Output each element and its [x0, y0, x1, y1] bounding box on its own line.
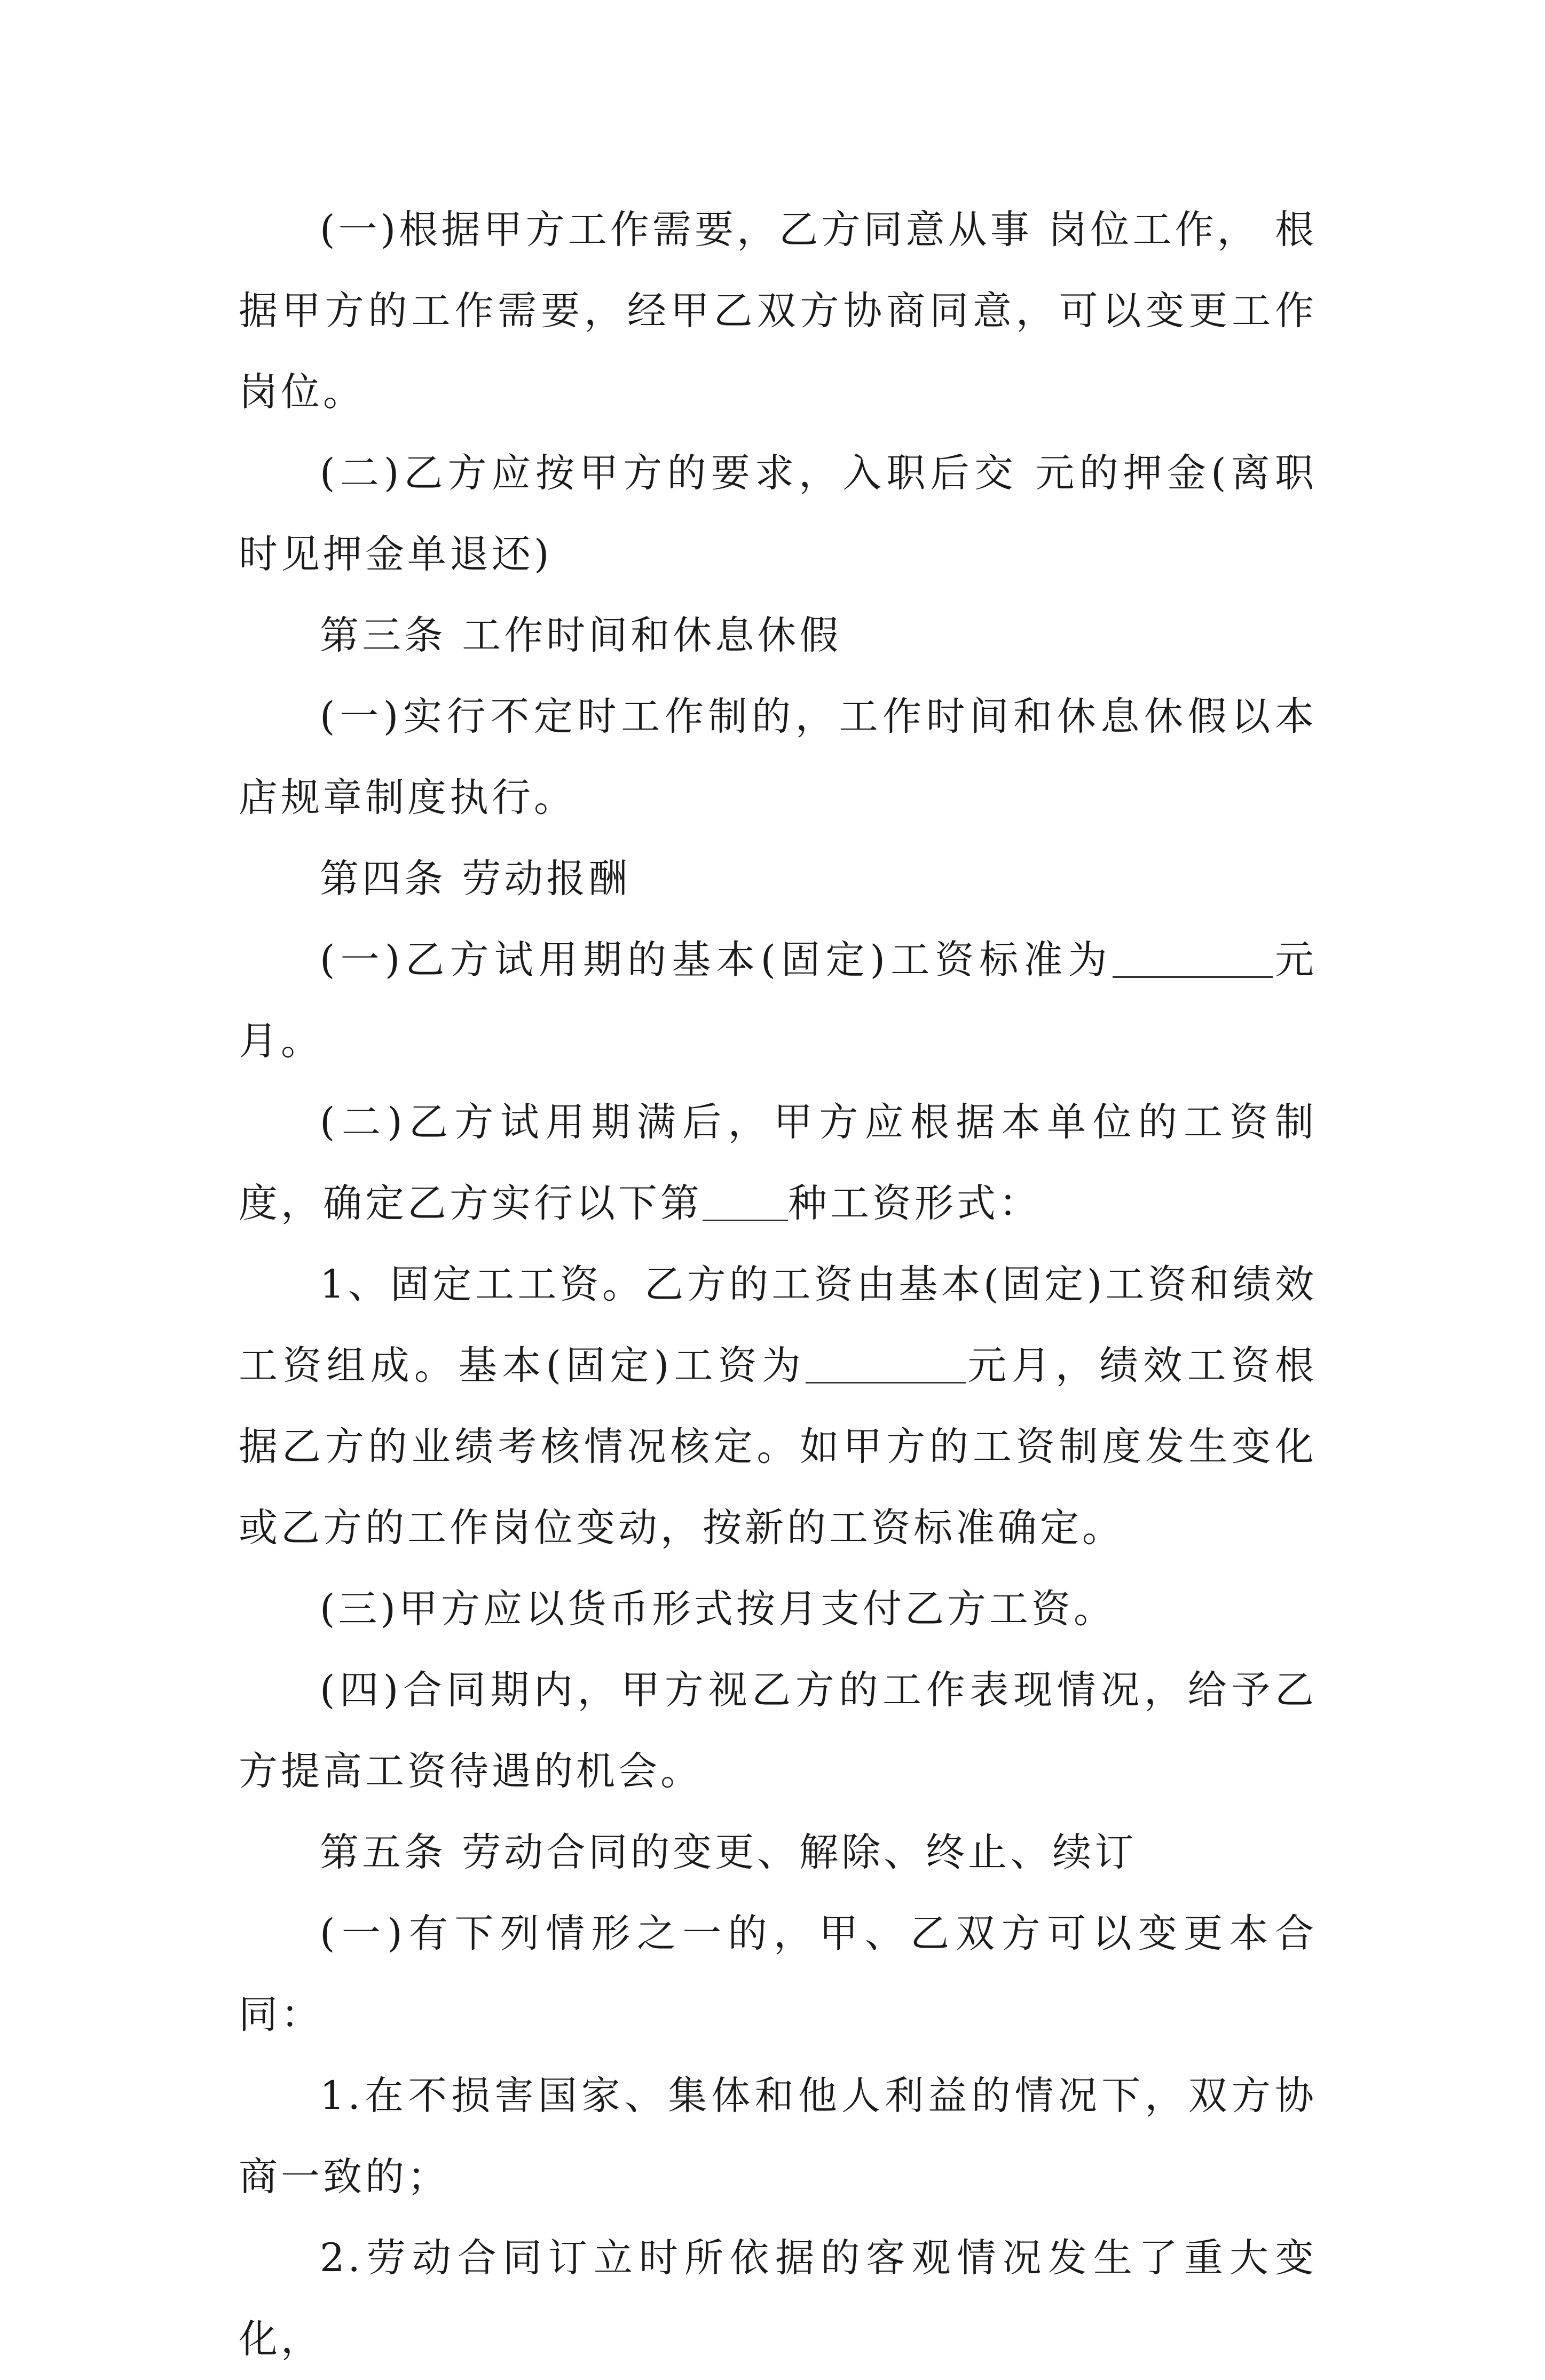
paragraph-fixed-salary	[239, 1244, 1317, 1569]
article-4-heading	[239, 839, 1317, 920]
paragraph-text: 元月。	[239, 937, 1318, 1064]
paragraph-job-position	[239, 189, 1317, 433]
fill-in-blank[interactable]	[1113, 937, 1273, 978]
article-3-heading	[239, 595, 1317, 676]
paragraph-probation-salary	[239, 920, 1317, 1082]
heading-text: 第三条 工作时间和休息休假	[320, 613, 842, 658]
paragraph-text: (二)乙方应按甲方的要求，入职后交 元的押金(离职时见押金单退还)	[239, 450, 1317, 577]
heading-text: 第五条 劳动合同的变更、解除、终止、续订	[320, 1830, 1137, 1875]
fill-in-blank[interactable]	[806, 1343, 966, 1383]
paragraph-text: (四)合同期内，甲方视乙方的工作表现情况，给予乙方提高工资待遇的机会。	[239, 1667, 1317, 1794]
paragraph-text: (二)乙方试用期满后，甲方应根据本单位的工资制度，确定乙方实行以下第	[239, 1100, 1317, 1226]
paragraph-text: (一)有下列情形之一的，甲、乙双方可以变更本合同：	[239, 1911, 1317, 2037]
fill-in-blank[interactable]	[703, 1181, 788, 1221]
document-body	[239, 189, 1317, 2380]
paragraph-contract-change	[239, 1893, 1317, 2055]
paragraph-text: (一)乙方试用期的基本(固定)工资标准为	[320, 937, 1113, 983]
paragraph-deposit	[239, 433, 1317, 595]
paragraph-salary-form	[239, 1082, 1317, 1244]
paragraph-monthly-payment	[239, 1569, 1317, 1650]
paragraph-salary-raise	[239, 1650, 1317, 1812]
paragraph-text: 1.在不损害国家、集体和他人利益的情况下，双方协商一致的；	[239, 2073, 1317, 2200]
paragraph-text: (三)甲方应以货币形式按月支付乙方工资。	[320, 1586, 1116, 1632]
paragraph-text: 2.劳动合同订立时所依据的客观情况发生了重大变化，	[239, 2235, 1317, 2362]
paragraph-text: 1、固定工工资。乙方的工资由基本(固定)工资和绩效工资组成。基本(固定)工资为	[239, 1262, 1317, 1388]
paragraph-text: 元月，绩效工资根据乙方的业绩考核情况核定。如甲方的工资制度发生变化或乙方的工作岗位变动，按新的工资标准确定。	[239, 1343, 1318, 1551]
paragraph-change-item-1	[239, 2055, 1317, 2218]
paragraph-text: (一)根据甲方工作需要，乙方同意从事 岗位工作， 根据甲方的工作需要，经甲乙双方协商同意，可以变更工作岗位。	[239, 207, 1317, 415]
article-5-heading	[239, 1812, 1317, 1893]
paragraph-change-item-2	[239, 2218, 1317, 2380]
paragraph-working-hours	[239, 676, 1317, 839]
paragraph-text: (一)实行不定时工作制的，工作时间和休息休假以本店规章制度执行。	[239, 694, 1317, 820]
paragraph-text: 种工资形式：	[788, 1181, 1041, 1226]
heading-text: 第四条 劳动报酬	[320, 856, 631, 902]
